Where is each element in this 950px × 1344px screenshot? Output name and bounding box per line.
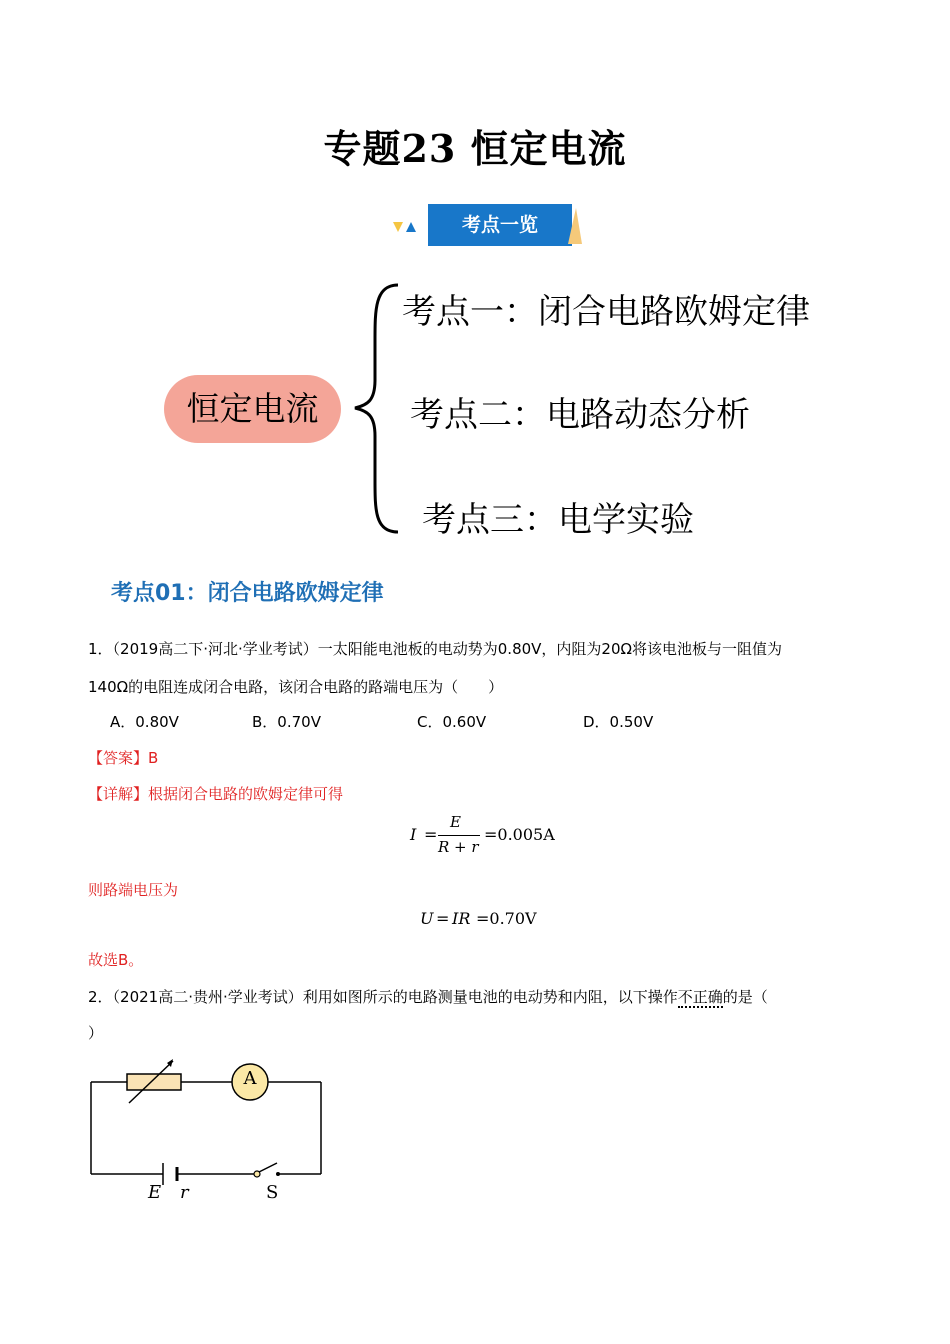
- mindmap-item-1: 考点一：闭合电路欧姆定律: [402, 292, 810, 332]
- formula-symbol-i: I: [410, 825, 417, 844]
- formula-symbol-u: U: [420, 909, 434, 928]
- q1-detail: 【详解】根据闭合电路的欧姆定律可得: [88, 785, 344, 803]
- formula-numerator: E: [450, 813, 461, 831]
- q1-conclusion: 故选B。: [88, 951, 144, 969]
- formula-equals: =: [424, 825, 438, 844]
- q1-option-c: C．0.60V: [417, 713, 487, 731]
- q1-text-voltage: 则路端电压为: [88, 881, 179, 899]
- formula-result: =0.005A: [484, 825, 555, 844]
- q1-option-d: D．0.50V: [583, 713, 654, 731]
- q1-option-a: A．0.80V: [110, 713, 179, 731]
- q1-stem-line1: 1．（2019高二下·河北·学业考试）一太阳能电池板的电动势为0.80V，内阻为20Ω将该电池板与一阻值为: [88, 640, 782, 658]
- q1-answer: 【答案】B: [88, 749, 159, 767]
- section-banner: [390, 204, 590, 250]
- q2-emphasis: 不正确: [677, 988, 723, 1006]
- mindmap-center: 恒定电流: [164, 375, 341, 443]
- mindmap-item-2: 考点二：电路动态分析: [410, 395, 750, 435]
- formula-current: [410, 813, 570, 859]
- formula-denominator: R + r: [438, 838, 479, 856]
- formula-ir: IR: [452, 909, 471, 928]
- banner-accent-icon: [558, 204, 588, 250]
- mindmap-item-3: 考点三：电学实验: [422, 500, 694, 540]
- q2-stem-line2: ）: [88, 1024, 104, 1042]
- switch-label: S: [266, 1182, 279, 1203]
- fraction-bar: [438, 835, 480, 836]
- ammeter-label: A: [243, 1068, 257, 1089]
- q2-stem-text: 2．（2021高二·贵州·学业考试）利用如图所示的电路测量电池的电动势和内阻，以下操作: [88, 988, 678, 1006]
- q2-stem-tail: 的是（: [722, 988, 768, 1006]
- curly-brace-icon: [350, 280, 410, 540]
- q1-stem-line2: 140Ω的电阻连成闭合电路，该闭合电路的路端电压为（ ）: [88, 678, 504, 696]
- q1-option-b: B．0.70V: [252, 713, 321, 731]
- formula-result-2: =0.70V: [476, 909, 537, 928]
- formula-voltage: [420, 909, 560, 933]
- section-heading: 考点01：闭合电路欧姆定律: [111, 581, 384, 606]
- formula-equals-2: =: [436, 909, 450, 928]
- emf-label: E: [148, 1182, 162, 1203]
- internal-resistance-label: r: [180, 1182, 189, 1203]
- circuit-diagram: [85, 1055, 335, 1205]
- triangle-decoration-icon: [390, 204, 430, 250]
- banner-label: 考点一览: [428, 204, 572, 246]
- page-title: 专题23 恒定电流: [323, 126, 627, 171]
- q2-stem-line1: [88, 986, 768, 1007]
- rheostat-icon: [127, 1074, 181, 1090]
